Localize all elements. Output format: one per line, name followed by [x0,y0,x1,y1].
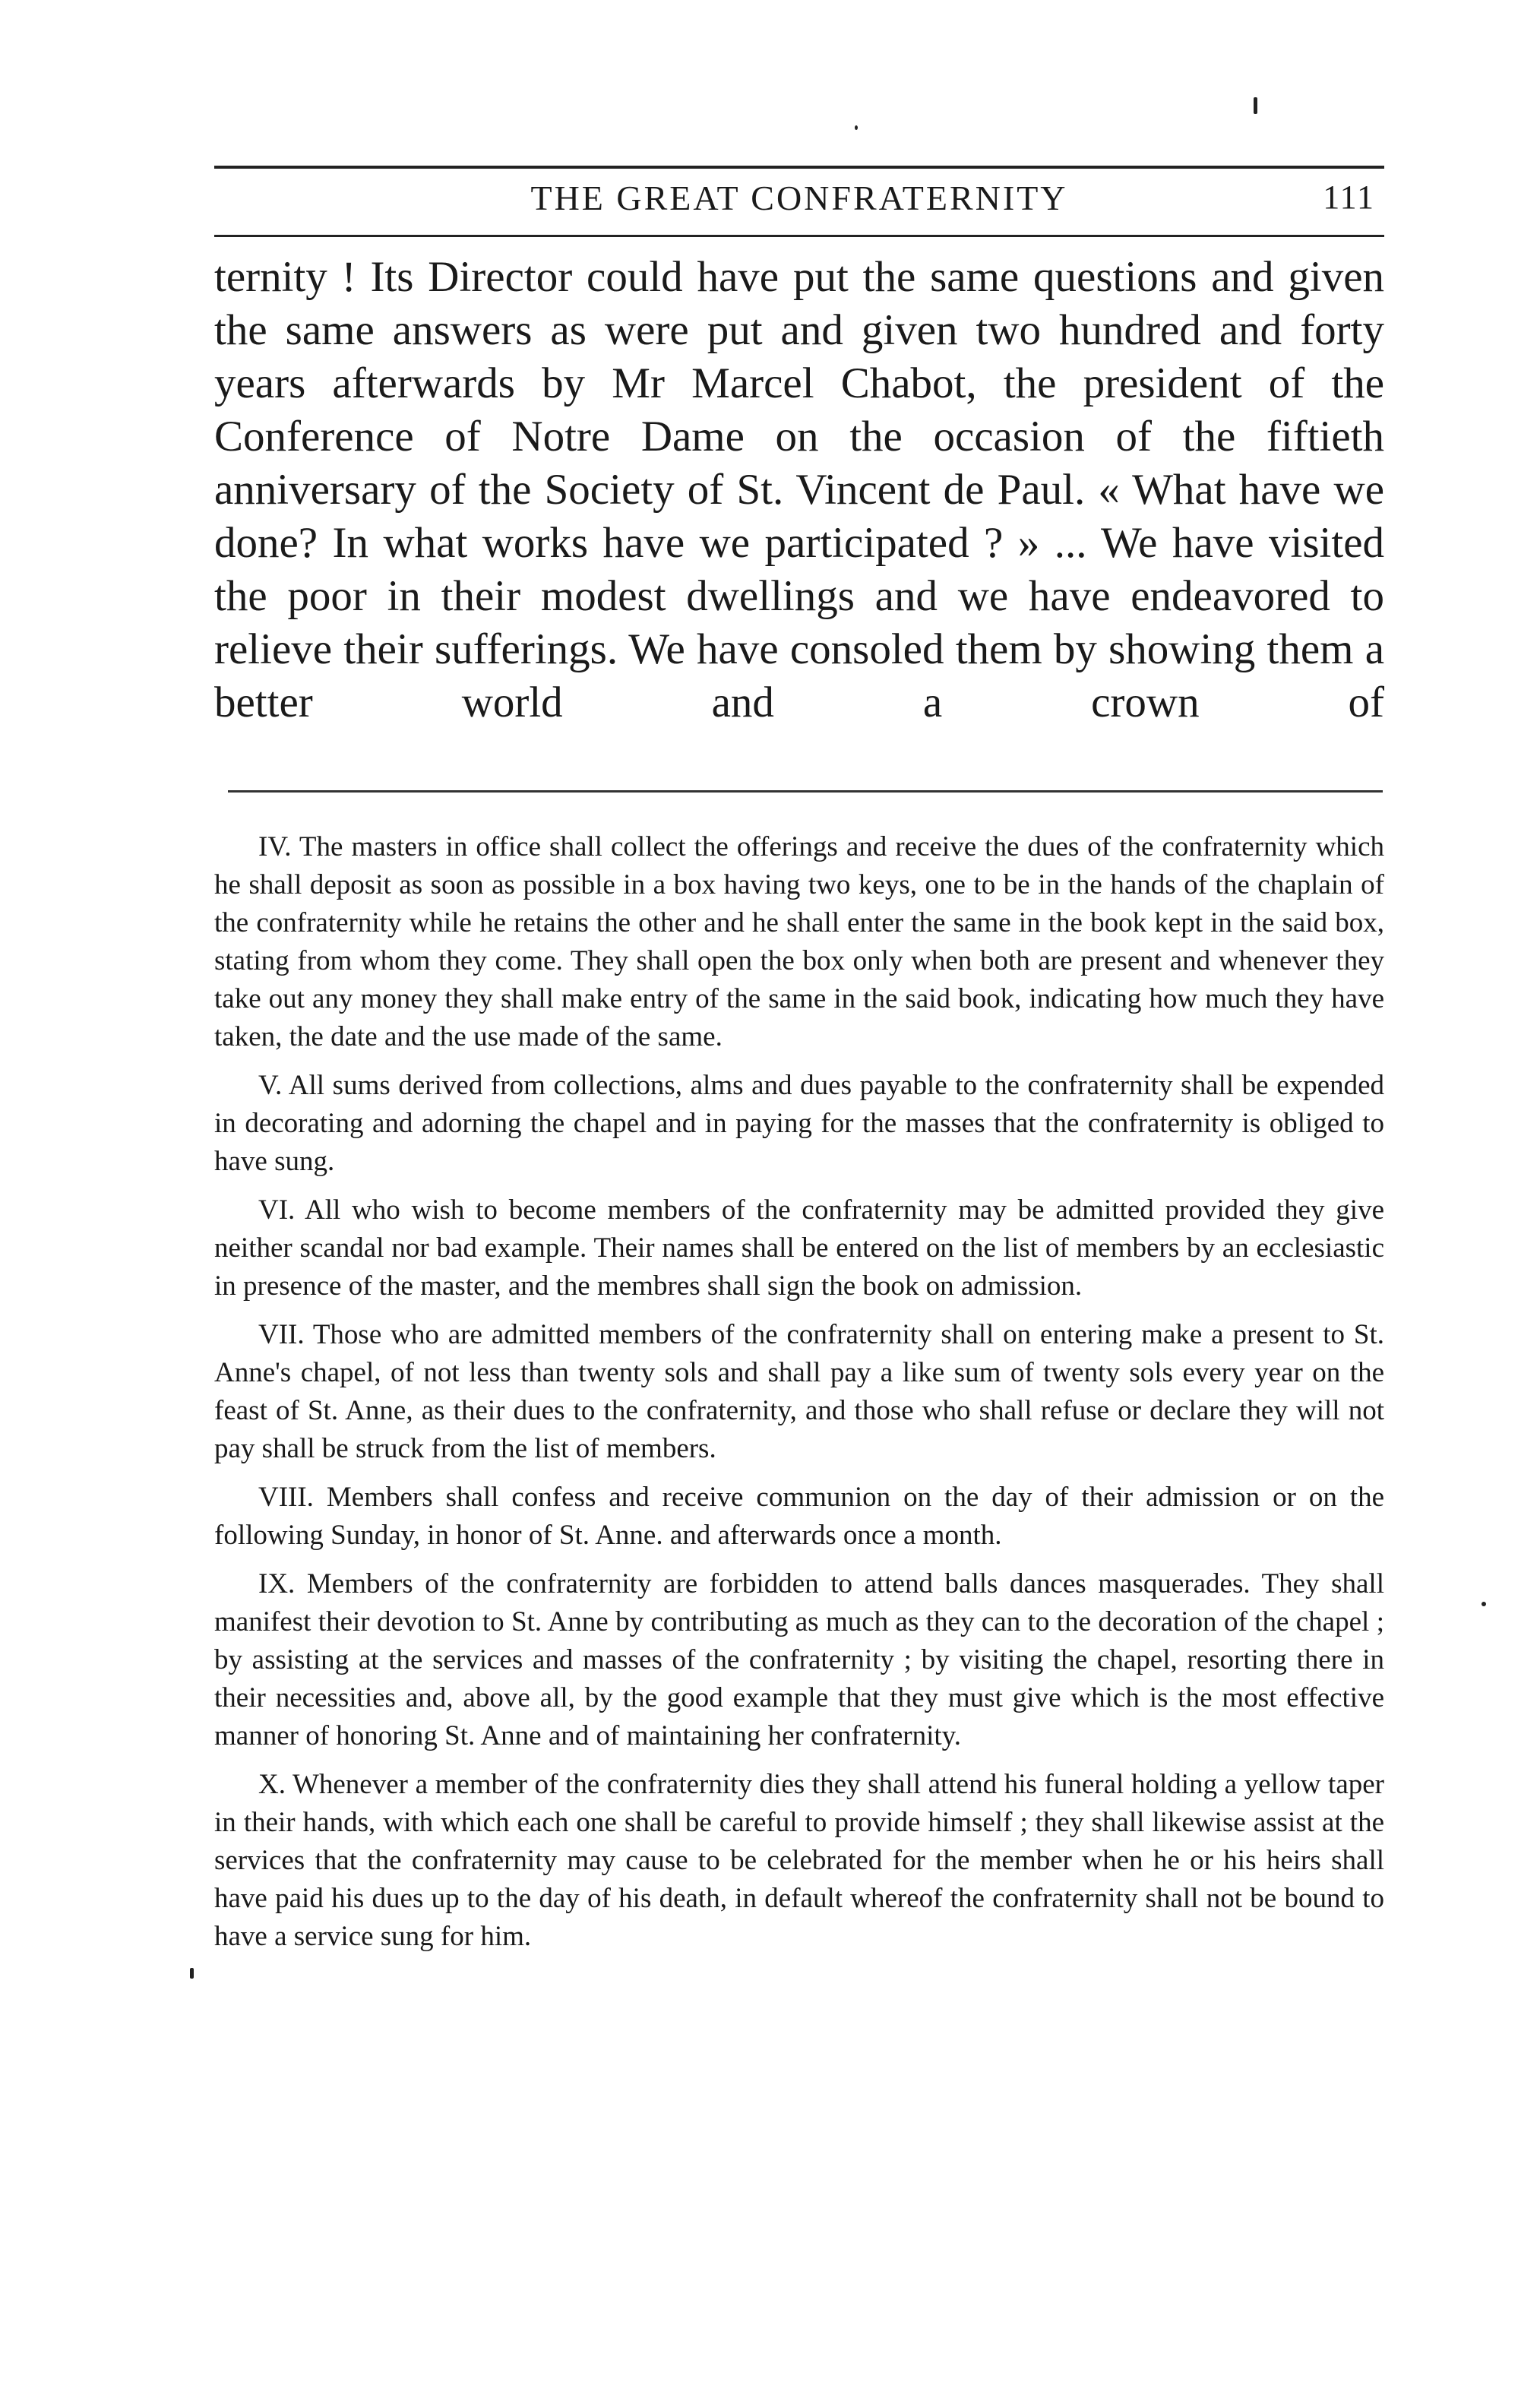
running-title: THE GREAT CONFRATERNITY [530,179,1068,217]
footnotes [214,828,1384,1966]
main-paragraph: ternity ! Its Director could have put the same questions and given the same answers as were put and given two hundred and forty years afterwards by Mr Marcel Chabot, the president of the Conference of Notre Dame on the occasion of the fiftieth anniversary of the Society of St. Vincent de Paul. « What have we done? In what works have we participated ? » ... We have visited the poor in their modest dwellings and we have endeavored to relieve their sufferings. We have consoled them by showing them a better world and a crown of [214,253,1384,726]
footnote-article-vii: VII. Those who are admitted members of the confraternity shall on entering make a present to St. Anne's chapel, of not less than twenty sols and shall pay a like sum of twenty sols every year on the feast of St. Anne, as their dues to the confraternity, and those who shall refuse or declare they will not pay shall be struck from the list of members. [214,1319,1384,1464]
print-speck [855,125,858,130]
footnote-article-v: V. All sums derived from collections, alms and dues payable to the confraternity shall be expended in decorating and adorning the chapel and in paying for the masses that the confraternity is obliged to have sung. [214,1070,1384,1177]
main-text [214,251,1384,729]
footnote-separator [228,790,1383,793]
footnote-article-vi: VI. All who wish to become members of the confraternity may be admitted provided they give neither scandal nor bad example. Their names shall be entered on the list of members by an ecclesiastic in presence of the master, and the membres shall sign the book on admission. [214,1194,1384,1302]
print-speck [1254,97,1257,114]
print-speck [190,1968,194,1979]
page-number: 111 [1323,179,1375,216]
footnote-article-viii: VIII. Members shall confess and receive communion on the day of their admission or on the following Sunday, in honor of St. Anne. and afterwards once a month. [214,1482,1384,1551]
footnote-article-iv: IV. The masters in office shall collect the offerings and receive the dues of the confraternity which he shall deposit as soon as possible in a box having two keys, one to be in the hands of the chaplain of the confraternity while he retains the other and he shall enter the same in the book kept in the said box, stating from whom they come. They shall open the box only when both are present and whenever they take out any money they shall make entry of the same in the said book, indicating how much they have taken, the date and the use made of the same. [214,831,1384,1052]
footnote-article-ix: IX. Members of the confraternity are forbidden to attend balls dances masquerades. They shall manifest their devotion to St. Anne by contributing as much as they can to the decoration of the chapel ; by assisting at the services and masses of the confraternity ; by visiting the chapel, resorting there in their necessities and, above all, by the good example that they must give which is the most effective manner of honoring St. Anne and of maintaining her confraternity. [214,1568,1384,1751]
footnote-article-x: X. Whenever a member of the confraternity dies they shall attend his funeral holding a yellow taper in their hands, with which each one shall be careful to provide himself ; they shall likewise assist at the services that the confraternity may cause to be celebrated for the member when he or his heirs shall have paid his dues up to the day of his death, in default whereof the confraternity shall not be bound to have a service sung for him. [214,1769,1384,1952]
running-header [214,166,1384,237]
print-speck [1481,1602,1486,1606]
